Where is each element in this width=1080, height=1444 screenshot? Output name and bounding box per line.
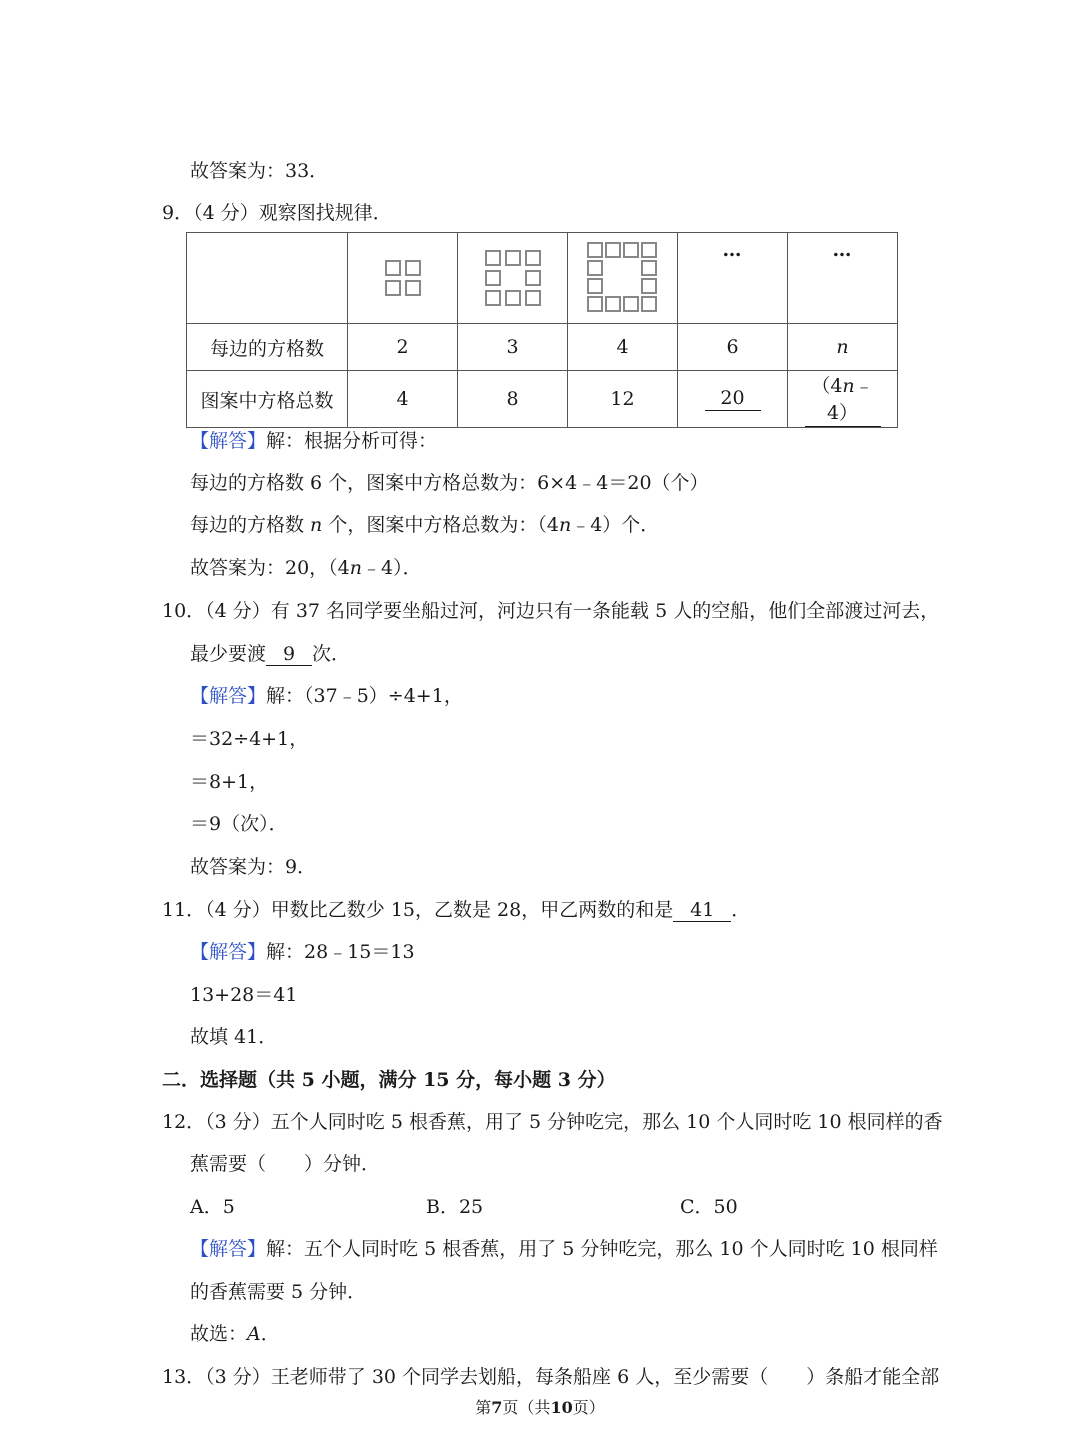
answer-10-line-2: ＝32÷4+1， <box>190 728 309 750</box>
pattern-3-cell <box>458 233 568 324</box>
answer-10-line-3: ＝8+1， <box>190 771 269 793</box>
answer-12-line-1: 【解答】解：五个人同时吃 5 根香蕉，用了 5 分钟吃完，那么 10 个人同时吃 10 根同样 <box>190 1238 938 1260</box>
pattern-table <box>186 232 898 428</box>
answer-9-line-3: 每边的方格数 n 个，图案中方格总数为：（4n﹣4）个． <box>190 514 660 536</box>
option-b: B．25 <box>426 1196 484 1218</box>
ellipsis-2: … <box>832 239 853 261</box>
answer-12-line-2: 的香蕉需要 5 分钟． <box>190 1281 367 1303</box>
row2-cell: 12 <box>568 371 678 428</box>
question-10-line-1: 10．（4 分）有 37 名同学要坐船过河，河边只有一条能载 5 人的空船，他们全部渡过河去， <box>162 600 940 622</box>
answer-11-line-1: 【解答】解：28﹣15＝13 <box>190 941 415 963</box>
page-footer: 第7页（共10页） <box>475 1398 605 1417</box>
question-13: 13．（3 分）王老师带了 30 个同学去划船，每条船座 6 人，至少需要（ ）条船才能全部 <box>162 1366 940 1388</box>
question-10-line-2: 最少要渡 9 次． <box>190 643 351 665</box>
row1-label: 每边的方格数 <box>187 324 348 371</box>
answer-tag: 【解答】 <box>190 1238 267 1260</box>
pattern-4-figure <box>585 240 661 316</box>
answer-blank-4n: （4n﹣4） <box>805 371 881 427</box>
ellipsis-1: … <box>722 239 743 261</box>
row1-cell: 2 <box>348 324 458 371</box>
question-12-line-1: 12．（3 分）五个人同时吃 5 根香蕉，用了 5 分钟吃完，那么 10 个人同时吃 10 根同样的香 <box>162 1111 943 1133</box>
ellipsis-cell-2 <box>788 233 898 324</box>
pattern-4-cell <box>568 233 678 324</box>
total-pages: 10 <box>550 1398 573 1417</box>
row1-cell: 6 <box>678 324 788 371</box>
answer-11-line-2: 13+28＝41 <box>190 984 298 1006</box>
answer-12-line-3: 故选：A． <box>190 1323 280 1345</box>
answer-9-line-2: 每边的方格数 6 个，图案中方格总数为：6×4﹣4＝20（个） <box>190 472 709 494</box>
ellipsis-cell-1 <box>678 233 788 324</box>
answer-blank-41: 41 <box>673 901 731 922</box>
page-number: 7 <box>491 1398 503 1417</box>
pattern-2-figure <box>383 258 423 298</box>
answer-tag: 【解答】 <box>190 941 267 963</box>
answer-tag: 【解答】 <box>190 685 267 707</box>
question-11: 11．（4 分）甲数比乙数少 15，乙数是 28，甲乙两数的和是 41 ． <box>162 899 751 921</box>
row1-cell-n: n <box>788 324 898 371</box>
pattern-2-cell <box>348 233 458 324</box>
answer-tag: 【解答】 <box>190 430 267 452</box>
question-9: 9．（4 分）观察图找规律． <box>162 202 392 224</box>
answer-blank-9: 9 <box>266 645 312 666</box>
row1-cell: 4 <box>568 324 678 371</box>
row2-answer-cell <box>678 371 788 428</box>
answer-9-line-4: 故答案为：20，（4n﹣4）． <box>190 557 422 579</box>
row2-label: 图案中方格总数 <box>187 371 348 428</box>
row2-answer-cell-n <box>788 371 898 428</box>
answer-blank-20: 20 <box>705 387 761 411</box>
answer-10-line-5: 故答案为：9． <box>190 856 317 878</box>
row2-cell: 4 <box>348 371 458 428</box>
answer-10-line-4: ＝9（次）． <box>190 813 288 835</box>
answer-10-line-1: 【解答】解：（37﹣5）÷4+1， <box>190 685 463 707</box>
prev-answer-line: 故答案为：33． <box>190 160 329 182</box>
answer-11-line-3: 故填 41． <box>190 1026 278 1048</box>
row1-cell: 3 <box>458 324 568 371</box>
question-12-line-2: 蕉需要（ ）分钟． <box>190 1153 381 1175</box>
option-a: A．5 <box>190 1196 235 1218</box>
answer-9-line-1: 【解答】解：根据分析可得： <box>190 430 438 452</box>
option-c: C．50 <box>680 1196 738 1218</box>
section-2-heading: 二．选择题（共 5 小题，满分 15 分，每小题 3 分） <box>162 1069 616 1091</box>
table-corner-cell <box>187 233 348 324</box>
row2-cell: 8 <box>458 371 568 428</box>
pattern-3-figure <box>483 248 543 308</box>
